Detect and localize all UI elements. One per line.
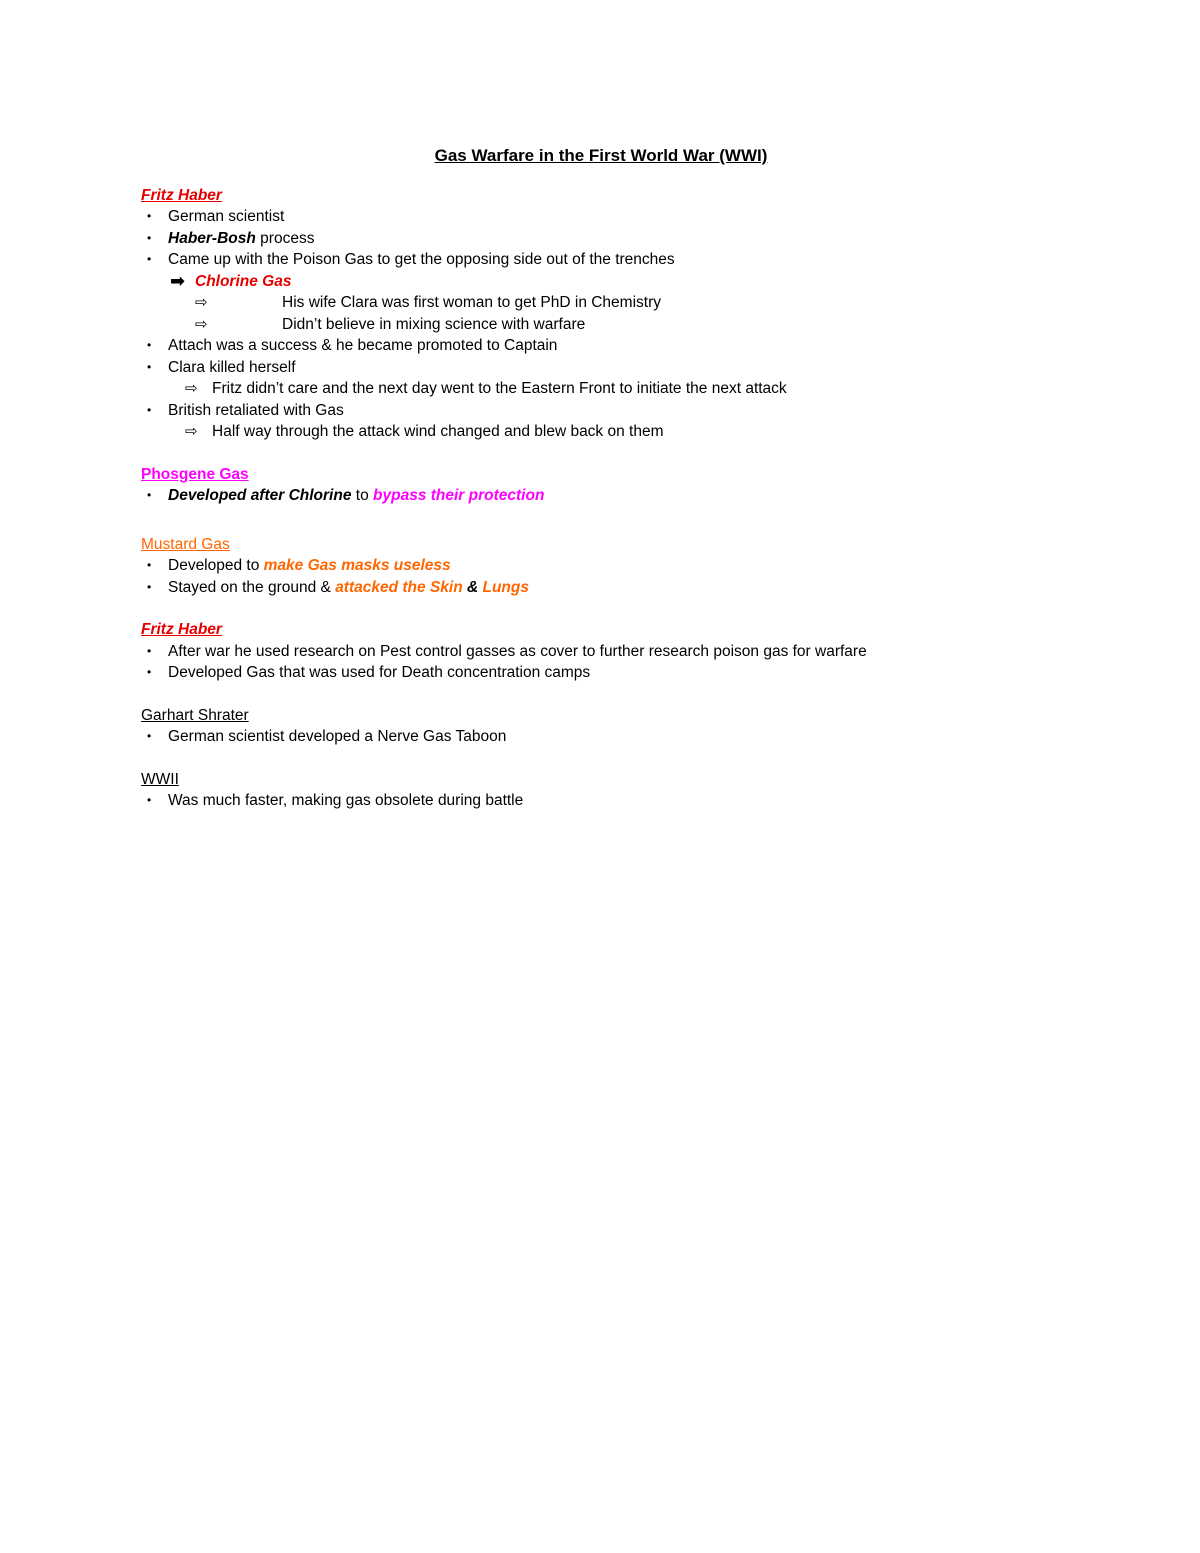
bullet-icon: • (147, 643, 152, 658)
list-item: ⇨ His wife Clara was first woman to get PhD in Chemistry (141, 292, 1061, 314)
page-title: Gas Warfare in the First World War (WWI) (434, 146, 768, 165)
list-item: • Attach was a success & he became promoted to Captain (141, 335, 1061, 357)
bullet-icon: • (147, 402, 152, 417)
list-item: • Developed to make Gas masks useless (141, 555, 1061, 577)
heading-phosgene-gas: Phosgene Gas (141, 465, 249, 483)
bullet-icon: • (147, 729, 152, 743)
list-item: ⇨ Half way through the attack wind changed and blew back on them (141, 421, 1061, 443)
bullet-icon: • (147, 579, 152, 594)
bullet-icon: • (147, 665, 152, 679)
list-item: • Came up with the Poison Gas to get the opposing side out of the trenches (141, 249, 1061, 271)
bullet-icon: • (147, 558, 152, 572)
sub-heading-chlorine: ➡ Chlorine Gas (170, 270, 292, 291)
bullet-icon: • (147, 252, 152, 266)
document-body (141, 145, 1061, 812)
bullet-icon: • (147, 359, 152, 374)
list-item: ⇨ Fritz didn’t care and the next day went to the Eastern Front to initiate the next attack (141, 378, 1061, 400)
list-item: ⇨ Didn’t believe in mixing science with warfare (141, 314, 1061, 336)
list-item: • Stayed on the ground & attacked the Skin & Lungs (141, 577, 1061, 599)
open-arrow-icon: ⇨ (185, 423, 198, 440)
list-item: • Clara killed herself (141, 357, 1061, 379)
list-item: • German scientist (141, 206, 1061, 228)
list-item: • Developed Gas that was used for Death concentration camps (141, 662, 1061, 684)
list-item: • German scientist developed a Nerve Gas Taboon (141, 726, 1061, 748)
open-arrow-icon: ⇨ (195, 294, 208, 311)
heading-wwii: WWII (141, 770, 179, 788)
arrow-right-icon: ➡ (170, 270, 186, 291)
bullet-icon: • (147, 488, 152, 502)
heading-fritz-haber: Fritz Haber (141, 186, 222, 204)
open-arrow-icon: ⇨ (185, 380, 198, 397)
list-item: • Haber-Bosh process (141, 228, 1061, 250)
bullet-icon: • (147, 209, 152, 223)
list-item: • Was much faster, making gas obsolete during battle (141, 790, 1061, 812)
heading-fritz-haber-2: Fritz Haber (141, 621, 222, 638)
heading-garhart-shrater: Garhart Shrater (141, 706, 249, 724)
open-arrow-icon: ⇨ (195, 315, 208, 333)
list-item: • British retaliated with Gas (141, 400, 1061, 422)
bullet-icon: • (147, 230, 152, 245)
heading-mustard-gas: Mustard Gas (141, 535, 230, 553)
list-item: • Developed after Chlorine to bypass their protection (141, 485, 1061, 507)
bullet-icon: • (147, 338, 152, 352)
bullet-icon: • (147, 793, 152, 807)
list-item: • After war he used research on Pest control gasses as cover to further research poison gas for warfare (141, 641, 1061, 663)
